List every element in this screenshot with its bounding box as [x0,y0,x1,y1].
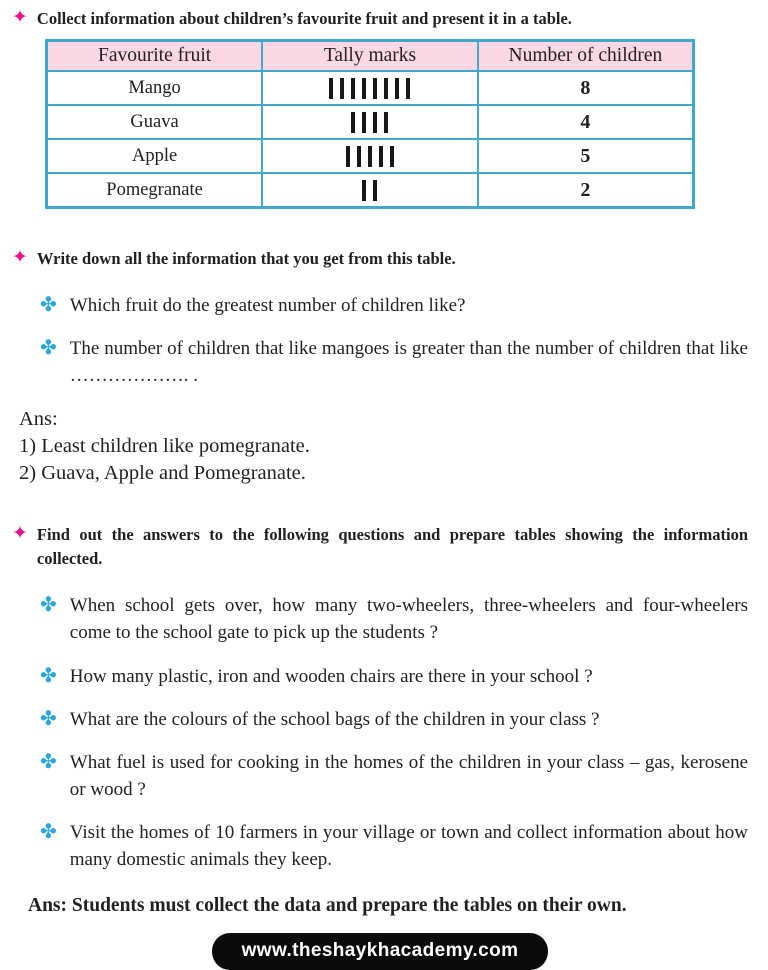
table-row [47,71,694,105]
club-bullet-icon: ✤ [40,662,57,687]
question-text: Which fruit do the greatest number of children like? [69,294,466,316]
tally-mark-icon [390,146,394,167]
answer-block-1 [19,406,748,487]
tally-mark-icon [362,180,366,201]
tally-marks-cell [262,173,478,207]
tally-mark-icon [406,78,410,99]
tally-mark-icon [357,146,361,167]
tally-mark-icon [362,112,366,133]
tally-mark-icon [362,78,366,99]
question-text: When school gets over, how many two-wheelers, three-wheelers and four-wheelers come to the school gate to pick up the students ? [69,595,748,644]
children-count-cell: 8 [478,71,694,105]
table-header-row [47,40,694,71]
question-text: What fuel is used for cooking in the homes of the children in your class – gas, kerosene or wood ? [69,751,748,801]
fruit-table-body [47,71,694,207]
section3-heading-row [12,523,748,571]
list-item [40,819,748,873]
tally-mark-icon [351,78,355,99]
club-bullet-icon: ✤ [40,748,57,773]
question-text: What are the colours of the school bags of the children in your class ? [69,708,600,730]
table-row [47,139,694,173]
tally-mark-icon [395,78,399,99]
table-row [47,105,694,139]
fruit-table-head [47,40,694,71]
list-item [40,292,748,319]
question-text: Visit the homes of 10 farmers in your village or town and collect information about how many domestic animals they keep. [69,822,748,871]
fruit-tally-table [45,39,695,209]
diamond-bullet-icon: ✦ [12,522,28,545]
footer [12,933,748,970]
tally-mark-icon [373,112,377,133]
fruit-name-cell: Mango [47,71,263,105]
tally-mark-icon [351,112,355,133]
fruit-name-cell: Guava [47,105,263,139]
children-count-cell: 5 [478,139,694,173]
club-bullet-icon: ✤ [40,819,57,844]
tally-mark-icon [340,78,344,99]
list-item [40,663,748,690]
tally-mark-icon [384,78,388,99]
section3-heading: Find out the answers to the following questions and prepare tables showing the information collected. [36,525,748,569]
tally-mark-icon [379,146,383,167]
club-bullet-icon: ✤ [40,291,57,316]
section2-heading: Write down all the information that you get from this table. [36,248,456,268]
answer-item: 1) Least children like pomegranate. [19,435,310,458]
tally-marks-cell [262,139,478,173]
tally-marks-cell [262,105,478,139]
children-count-cell: 2 [478,173,694,207]
tally-mark-icon [368,146,372,167]
question-text: The number of children that like mangoes is greater than the number of children that like ………………. . [69,338,748,387]
answer1-items [19,433,748,487]
tally-mark-icon [346,146,350,167]
column-header-favourite-fruit: Favourite fruit [47,40,263,71]
club-bullet-icon: ✤ [40,705,57,730]
section2-question-list [12,292,748,389]
section3-question-list [12,592,748,873]
diamond-bullet-icon: ✦ [12,245,28,268]
list-item [40,706,748,733]
tally-mark-icon [373,180,377,201]
column-header-tally-marks: Tally marks [262,40,478,71]
answer-label: Ans: [19,408,58,431]
list-item [40,335,748,389]
club-bullet-icon: ✤ [40,592,57,617]
column-header-number-of-children: Number of children [478,40,694,71]
tally-marks-cell [262,71,478,105]
section2-heading-row [12,247,748,271]
diamond-bullet-icon: ✦ [12,6,28,28]
club-bullet-icon: ✤ [40,335,57,359]
children-count-cell: 4 [478,105,694,139]
section1-heading-row [12,7,748,31]
section1-heading: Collect information about children’s favourite fruit and present it in a table. [36,9,572,28]
list-item [40,592,748,646]
question-text: How many plastic, iron and wooden chairs are there in your school ? [69,665,593,687]
answer-bold-line: Ans: Students must collect the data and prepare the tables on their own. [28,894,627,916]
website-badge[interactable]: www.theshaykhacademy.com [212,933,549,970]
fruit-name-cell: Pomegranate [47,173,263,207]
table-row [47,173,694,207]
tally-mark-icon [384,112,388,133]
answer-item: 2) Guava, Apple and Pomegranate. [19,462,306,485]
tally-mark-icon [329,78,333,99]
list-item [40,749,748,803]
tally-mark-icon [373,78,377,99]
fruit-name-cell: Apple [47,139,263,173]
